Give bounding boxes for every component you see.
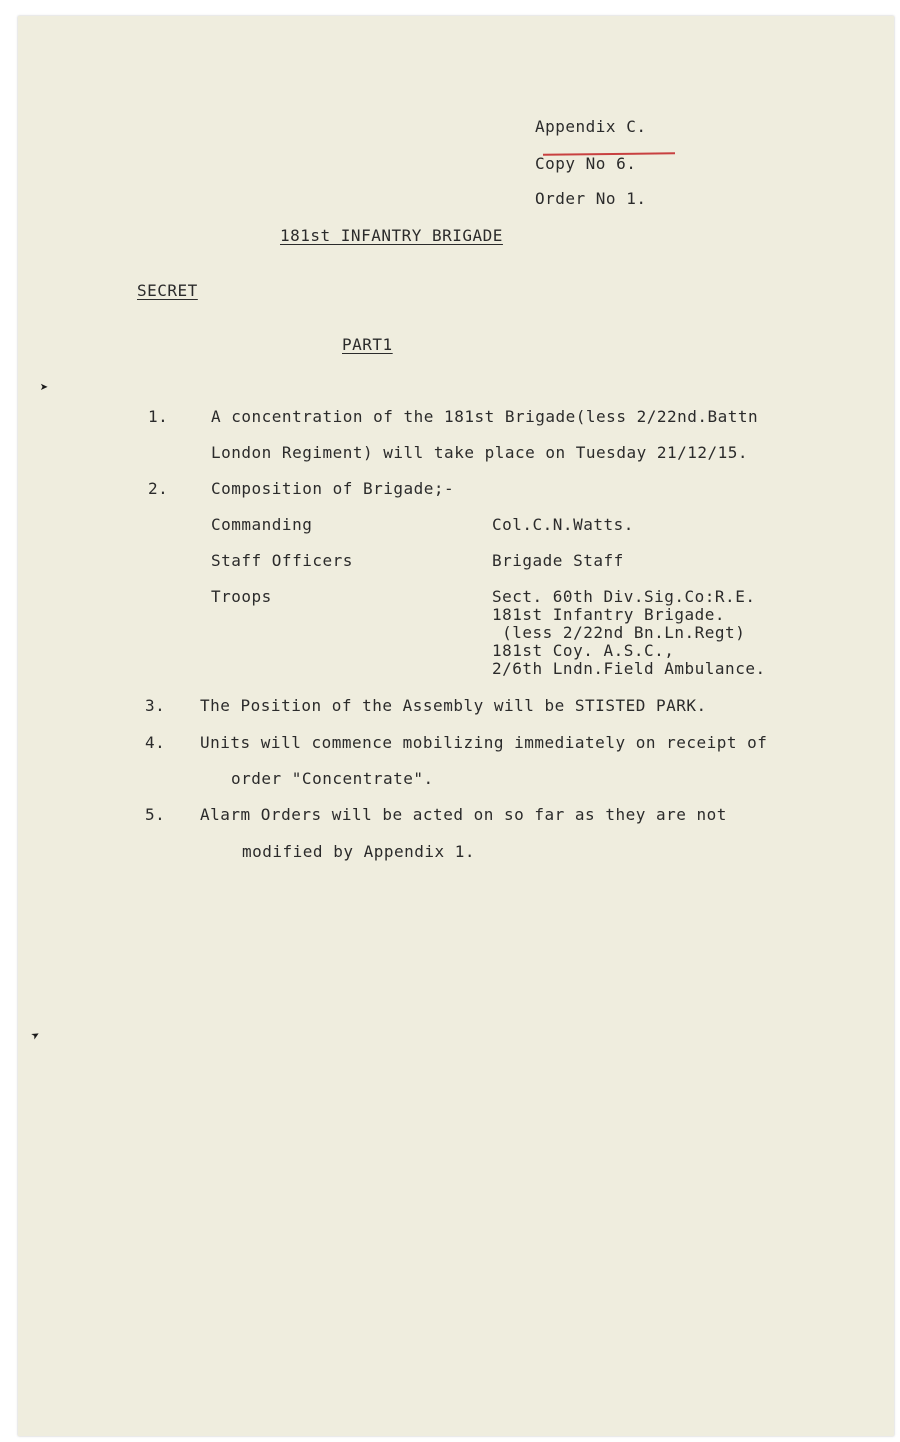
order-number: Order No 1. [535, 189, 647, 208]
item-line: London Regiment) will take place on Tuesday 21/12/15. [211, 443, 749, 462]
composition-value: 2/6th Lndn.Field Ambulance. [492, 659, 766, 678]
document-title: 181st INFANTRY BRIGADE [280, 226, 503, 245]
item-number: 1. [148, 407, 169, 426]
item-line: order "Concentrate". [231, 769, 434, 788]
copy-number: Copy No 6. [535, 154, 637, 173]
composition-role: Commanding [211, 515, 313, 534]
part-heading: PART1 [342, 335, 393, 354]
document-page [18, 16, 894, 1436]
composition-value: Sect. 60th Div.Sig.Co:R.E. [492, 587, 756, 606]
item-line: Alarm Orders will be acted on so far as they are not [200, 805, 727, 824]
item-line: modified by Appendix 1. [242, 842, 476, 861]
item-line: The Position of the Assembly will be STISTED PARK. [200, 696, 707, 715]
composition-value: 181st Infantry Brigade. [492, 605, 726, 624]
item-number: 4. [145, 733, 166, 752]
item-line: Units will commence mobilizing immediately on receipt of [200, 733, 768, 752]
item-number: 2. [148, 479, 169, 498]
appendix-label: Appendix C. [535, 117, 647, 136]
binder-mark-icon: ➤ [28, 1026, 44, 1046]
item-line: Composition of Brigade;- [211, 479, 455, 498]
composition-role: Troops [211, 587, 272, 606]
composition-value: Col.C.N.Watts. [492, 515, 634, 534]
item-number: 3. [145, 696, 166, 715]
composition-value: (less 2/22nd Bn.Ln.Regt) [492, 623, 746, 642]
item-number: 5. [145, 805, 166, 824]
composition-value: Brigade Staff [492, 551, 624, 570]
binder-mark-icon: ➤ [40, 380, 49, 396]
classification-label: SECRET [137, 281, 198, 300]
composition-role: Staff Officers [211, 551, 353, 570]
item-line: A concentration of the 181st Brigade(less 2/22nd.Battn [211, 407, 759, 426]
composition-value: 181st Coy. A.S.C., [492, 641, 675, 660]
